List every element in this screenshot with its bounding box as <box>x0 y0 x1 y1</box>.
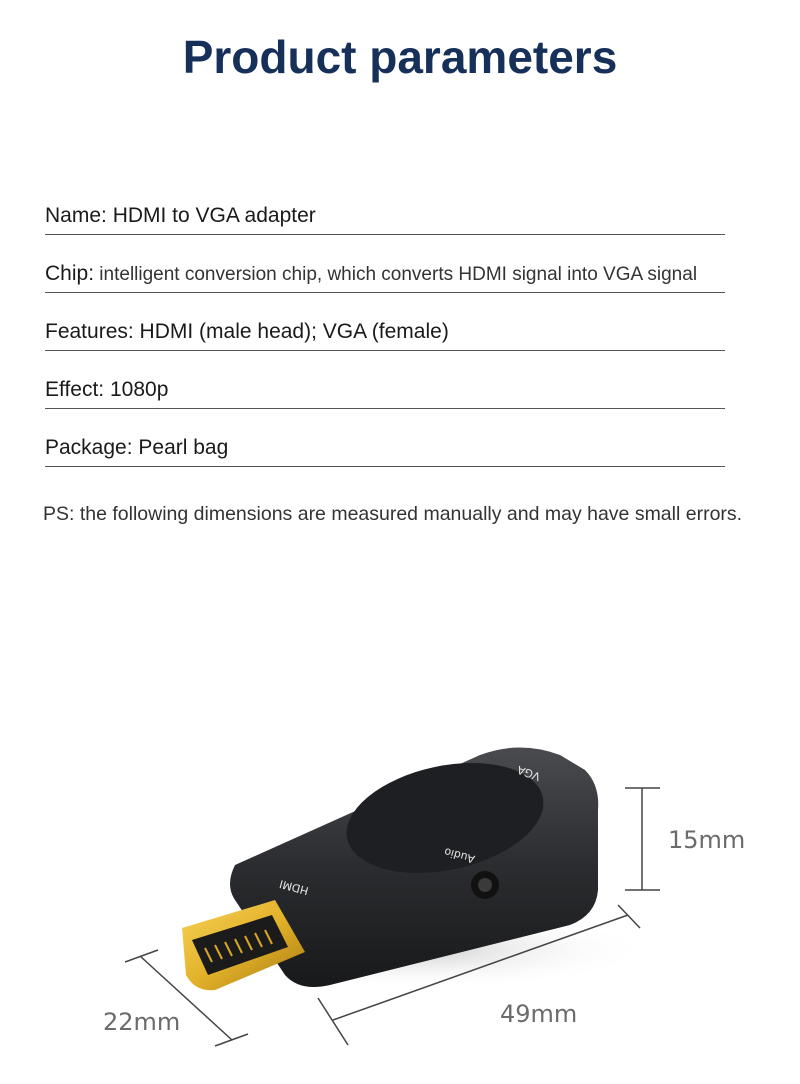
param-name <box>45 204 800 236</box>
width-label: 22mm <box>103 1008 181 1036</box>
audio-port-inner <box>478 878 492 892</box>
divider <box>45 292 725 293</box>
param-chip <box>45 262 800 294</box>
height-dimension <box>625 788 660 890</box>
param-key: Chip: <box>45 262 95 285</box>
vga-port-label: VGA <box>515 762 543 784</box>
param-value: Pearl bag <box>132 436 229 459</box>
divider <box>45 350 725 351</box>
param-key: Package: <box>45 436 133 459</box>
param-value: 1080p <box>104 378 169 401</box>
hdmi-port-label: HDMI <box>278 877 310 898</box>
param-key: Features: <box>45 320 134 343</box>
parameter-list <box>45 204 800 494</box>
param-package <box>45 436 800 468</box>
divider <box>45 234 725 235</box>
adapter-illustration <box>0 700 800 1084</box>
length-label: 49mm <box>500 1000 578 1028</box>
param-key: Name: <box>45 204 107 227</box>
param-key: Effect: <box>45 378 105 401</box>
divider <box>45 466 725 467</box>
param-features <box>45 320 800 352</box>
height-label: 15mm <box>668 826 746 854</box>
divider <box>45 408 725 409</box>
param-value: HDMI to VGA adapter <box>106 204 316 227</box>
page-title: Product parameters <box>182 31 618 83</box>
measurement-note: PS: the following dimensions are measured manually and may have small errors. <box>43 503 743 525</box>
param-value: HDMI (male head); VGA (female) <box>133 320 449 343</box>
param-detail: intelligent conversion chip, which converts HDMI signal into VGA signal <box>94 264 698 285</box>
audio-port-label: Audio <box>442 845 477 866</box>
param-effect <box>45 378 800 410</box>
